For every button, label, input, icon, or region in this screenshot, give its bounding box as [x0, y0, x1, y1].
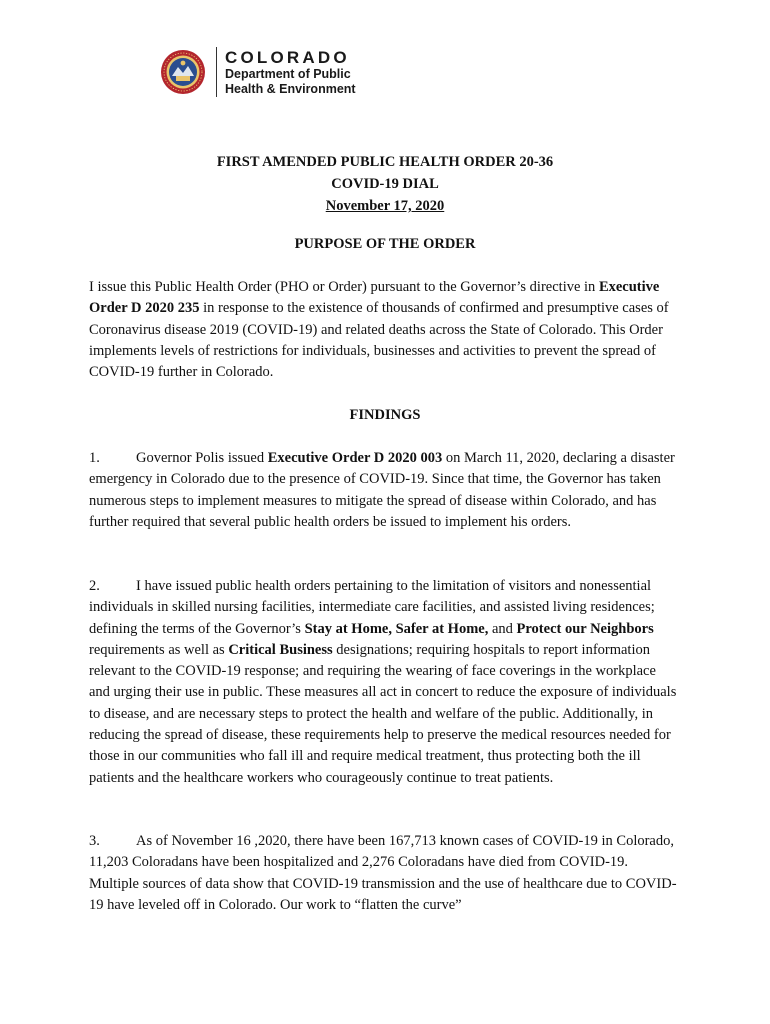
- order-date: November 17, 2020: [325, 198, 445, 214]
- finding-paragraph-3: 3. As of November 16 ,2020, there have been 167,713 known cases of COVID-19 in Colorado, 11,203 Coloradans have been hospitalized and 2,276 Coloradans have died from COVID-19. Multiple sources of data show that COVID-19 transmission and the use of healthcare due to COVID-19 have leveled off in Colorado. Our work to “flatten the curve”: [89, 833, 677, 913]
- purpose-paragraph: I issue this Public Health Order (PHO or Order) pursuant to the Governor’s directive in Executive Order D 2020 235 in response to the existence of thousands of confirmed and presumptive cases of Coronavirus disease 2019 (COVID-19) and related deaths across the State of Colorado. This Order implements levels of restrictions for individuals, businesses and activities to prevent the spread of COVID-19 further in Colorado.: [89, 279, 669, 381]
- colorado-state-seal-icon: [160, 49, 206, 95]
- finding-number: 3.: [89, 833, 100, 849]
- finding-paragraph-1: 1. Governor Polis issued Executive Order D 2020 003 on March 11, 2020, declaring a disaster emergency in Colorado due to the presence of COVID-19. Since that time, the Governor has taken numerous steps to implement measures to mitigate the spread of disease within Colorado, and has further required that several public health orders be issued to implement his orders.: [89, 450, 675, 530]
- findings-heading: FINDINGS: [349, 407, 421, 423]
- finding-paragraph-2: 2. I have issued public health orders pertaining to the limitation of visitors and nonessential individuals in skilled nursing facilities, intermediate care facilities, and assisted living residences; defining the terms of the Governor’s Stay at Home, Safer at Home, and Protect our Neighbors requirements as well as Critical Business designations; requiring hospitals to report information relevant to the COVID-19 response; and requiring the wearing of face coverings in the workplace and urging their use in public. These measures all act in concert to reduce the exposure of individuals to disease, and are necessary steps to protect the health and welfare of the public. Additionally, in reducing the spread of disease, these requirements help to preserve the medical resources needed for those in our communities who fall ill and require medical treatment, thus protecting both the ill patients and the healthcare workers who courageously continue to treat patients.: [89, 578, 677, 786]
- department-line-1: Department of Public: [225, 66, 351, 81]
- cdphe-logo: [160, 44, 356, 100]
- executive-order-reference: Executive Order D 2020 003: [267, 450, 443, 466]
- executive-order-reference: Executive Order D 2020 235: [89, 279, 660, 317]
- purpose-heading: PURPOSE OF THE ORDER: [294, 236, 476, 252]
- department-line-2: Health & Environment: [225, 81, 356, 96]
- logo-divider: [216, 47, 217, 97]
- order-title-block: [0, 151, 770, 217]
- order-subtitle: COVID-19 DIAL: [331, 176, 439, 192]
- finding-number: 1.: [89, 450, 100, 466]
- finding-number: 2.: [89, 578, 100, 594]
- org-name: COLORADO: [225, 47, 350, 67]
- order-title: FIRST AMENDED PUBLIC HEALTH ORDER 20-36: [216, 154, 554, 170]
- organization-name-block: [225, 48, 356, 97]
